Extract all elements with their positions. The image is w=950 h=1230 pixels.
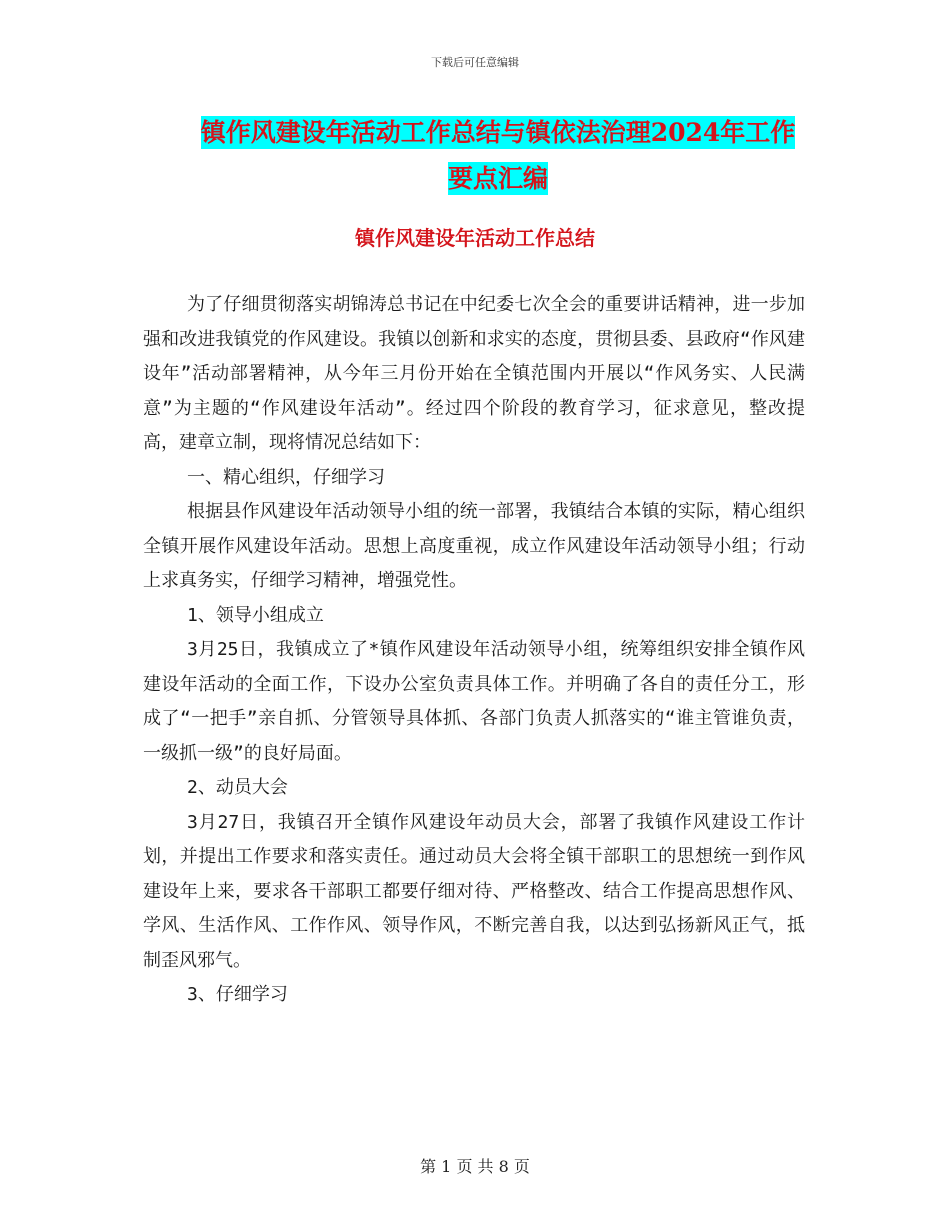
paragraph-intro: 为了仔细贯彻落实胡锦涛总书记在中纪委七次全会的重要讲话精神，进一步加强和改进我镇党的作风建设。我镇以创新和求实的态度，贯彻县委、县政府“作风建设年”活动部署精神，从今年三月份开始在全镇范围内开展以“作风务实、人民满意”为主题的“作风建设年活动”。经过四个阶段的教育学习，征求意见，整改提高，建章立制，现将情况总结如下： xyxy=(143,294,805,453)
section-title: 镇作风建设年活动工作总结 xyxy=(355,226,595,250)
subheading-mobilization: 2、动员大会 xyxy=(187,777,288,798)
subheading-leading-group: 1、领导小组成立 xyxy=(187,604,324,626)
paragraph-leading-group: 3月25日，我镇成立了*镇作风建设年活动领导小组，统筹组织安排全镇作风建设年活动的全面工作，下设办公室负责具体工作。并明确了各自的责任分工，形成了“一把手”亲自抓、分管领导具体抓、各部门负责人抓落实的“谁主管谁负责，一级抓一级”的良好局面。 xyxy=(143,639,805,764)
paragraph-mobilization: 3月27日，我镇召开全镇作风建设年动员大会，部署了我镇作风建设工作计划，并提出工作要求和落实责任。通过动员大会将全镇干部职工的思想统一到作风建设年上来，要求各干部职工都要仔细对待、严格整改、结合工作提高思想作风、学风、生活作风、工作作风、领导作风，不断完善自我，以达到弘扬新风正气，抵制歪风邪气。 xyxy=(143,811,805,971)
document-title xyxy=(188,110,808,202)
header-note: 下载后可任意编辑 xyxy=(431,56,519,69)
document-body xyxy=(143,288,805,1013)
heading-part-one: 一、精心组织，仔细学习 xyxy=(187,466,385,488)
subheading-study: 3、仔细学习 xyxy=(187,984,288,1005)
page-footer: 第 1 页 共 8 页 xyxy=(420,1157,530,1176)
document-title-line-2: 要点汇编 xyxy=(447,164,548,193)
document-title-line-1: 镇作风建设年活动工作总结与镇依法治理2024年工作 xyxy=(200,118,796,147)
paragraph-part-one: 根据县作风建设年活动领导小组的统一部署，我镇结合本镇的实际，精心组织全镇开展作风建设年活动。思想上高度重视，成立作风建设年活动领导小组；行动上求真务实，仔细学习精神，增强党性。 xyxy=(143,501,805,591)
